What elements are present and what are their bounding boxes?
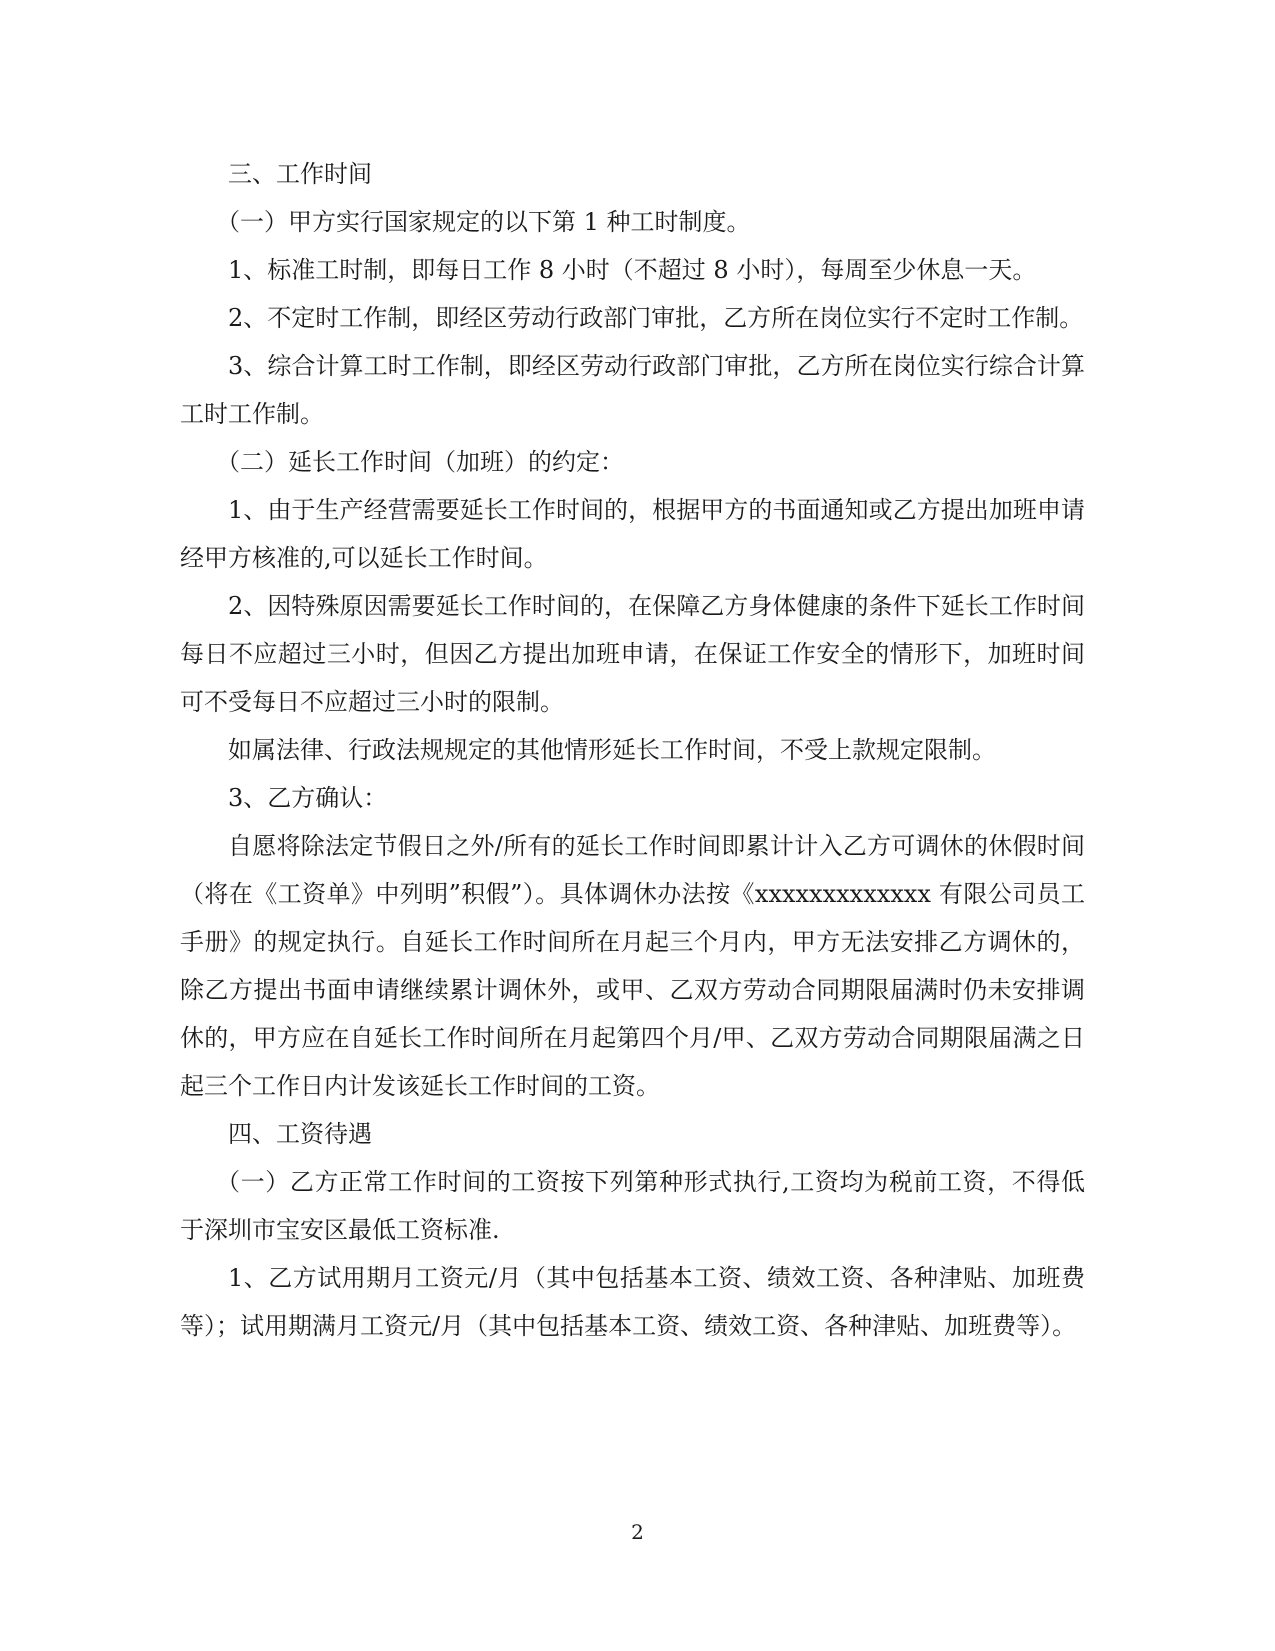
document-page bbox=[180, 150, 1085, 1350]
paragraph: 1、乙方试用期月工资元/月（其中包括基本工资、绩效工资、各种津贴、加班费等）；试用期满月工资元/月（其中包括基本工资、绩效工资、各种津贴、加班费等）。 bbox=[180, 1264, 1085, 1340]
subsection-heading: （一）甲方实行国家规定的以下第 1 种工时制度。 bbox=[216, 208, 751, 236]
section-heading: 四、工资待遇 bbox=[228, 1120, 372, 1148]
paragraph: 如属法律、行政法规规定的其他情形延长工作时间，不受上款规定限制。 bbox=[228, 736, 996, 764]
paragraph: 2、因特殊原因需要延长工作时间的，在保障乙方身体健康的条件下延长工作时间每日不应超过三小时，但因乙方提出加班申请，在保证工作安全的情形下，加班时间可不受每日不应超过三小时的限制。 bbox=[180, 592, 1085, 716]
paragraph: 1、由于生产经营需要延长工作时间的，根据甲方的书面通知或乙方提出加班申请经甲方核准的,可以延长工作时间。 bbox=[180, 496, 1085, 572]
paragraph: 3、综合计算工时工作制，即经区劳动行政部门审批，乙方所在岗位实行综合计算工时工作制。 bbox=[180, 352, 1085, 428]
page-number: 2 bbox=[631, 1520, 644, 1544]
paragraph: 3、乙方确认： bbox=[228, 784, 388, 812]
paragraph: 2、不定时工作制，即经区劳动行政部门审批，乙方所在岗位实行不定时工作制。 bbox=[228, 304, 1084, 332]
subsection-heading: （二）延长工作时间（加班）的约定： bbox=[216, 448, 624, 476]
paragraph: 1、标准工时制，即每日工作 8 小时（不超过 8 小时），每周至少休息一天。 bbox=[228, 256, 1037, 284]
section-heading: 三、工作时间 bbox=[228, 160, 372, 188]
paragraph: 自愿将除法定节假日之外/所有的延长工作时间即累计计入乙方可调休的休假时间（将在《工资单》中列明”积假”）。具体调休办法按《xxxxxxxxxxxxx 有限公司员工手册》的规定执行。自延长工作时间所在月起三个月内，甲方无法安排乙方调休的，除乙方提出书面申请继续累计调休外，或甲、乙双方劳动合同期限届满时仍未安排调休的，甲方应在自延长工作时间所在月起第四个月/甲、乙双方劳动合同期限届满之日起三个工作日内计发该延长工作时间的工资。 bbox=[180, 832, 1085, 1100]
subsection-heading: （一）乙方正常工作时间的工资按下列第种形式执行,工资均为税前工资，不得低于深圳市宝安区最低工资标准. bbox=[180, 1168, 1085, 1244]
